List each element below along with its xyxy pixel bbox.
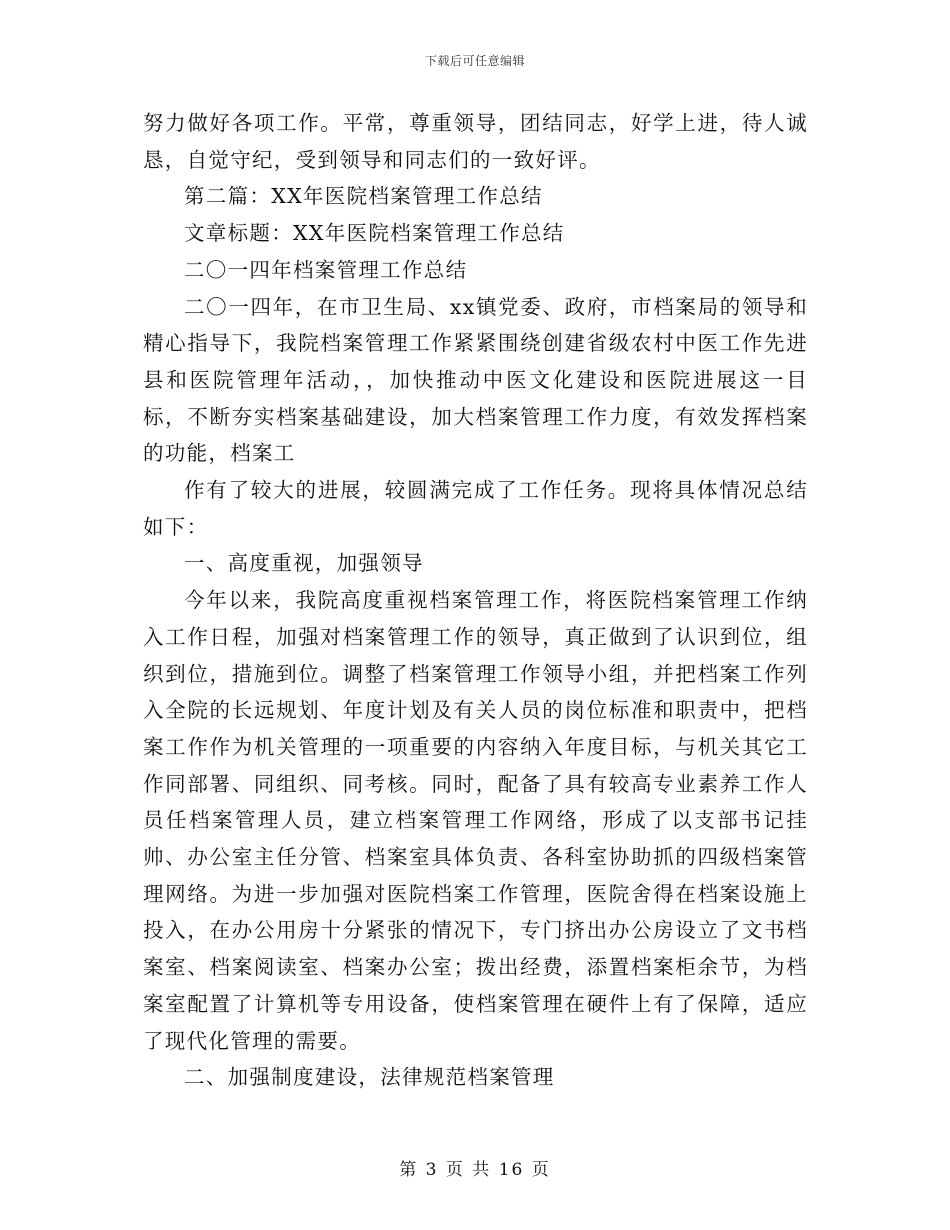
paragraph-intro-cont: 作有了较大的进展，较圆满完成了工作任务。现将具体情况总结如下： <box>143 478 808 539</box>
heading-two: 二、加强制度建设，法律规范档案管理 <box>184 1065 555 1090</box>
page-header: 下载后可任意编辑 <box>424 54 525 68</box>
page-footer: 第 3 页 共 16 页 <box>399 1160 551 1180</box>
paragraph-section-one: 今年以来，我院高度重视档案管理工作，将医院档案管理工作纳入工作日程，加强对档案管理工作的领导，真正做到了认识到位，组织到位，措施到位。调整了档案管理工作领导小组，并把档案工作列入全院的长远规划、年度计划及有关人员的岗位标准和职责中，把档案工作作为机关管理的一项重要的内容纳入年度目标，与机关其它工作同部署、同组织、同考核。同时，配备了具有较高专业素养工作人员任档案管理人员，建立档案管理工作网络，形成了以支部书记挂帅、办公室主任分管、档案室具体负责、各科室协助抓的四级档案管理网络。为进一步加强对医院档案工作管理，医院舍得在档案设施上投入，在办公用房十分紧张的情况下，专门挤出办公房设立了文书档案室、档案阅读室、档案办公室；拨出经费，添置档案柜余节，为档案室配置了计算机等专用设备，使档案管理在硬件上有了保障，适应了现代化管理的需要。 <box>143 588 808 1053</box>
paragraph-intro: 二〇一四年，在市卫生局、xx镇党委、政府，市档案局的领导和精心指导下，我院档案管理工作紧紧围绕创建省级农村中医工作先进县和医院管理年活动，，加快推动中医文化建设和医院进展这一目标，不断夯实档案基础建设，加大档案管理工作力度，有效发挥档案的功能，档案工 <box>143 294 808 466</box>
heading-one: 一、高度重视，加强领导 <box>184 551 424 576</box>
paragraph-1: 努力做好各项工作。平常，尊重领导，团结同志，好学上进，待人诚恳，自觉守纪，受到领导和同志们的一致好评。 <box>143 111 808 172</box>
article-title: 文章标题：XX年医院档案管理工作总结 <box>184 221 565 246</box>
document-body <box>143 105 808 1096</box>
section-title-2: 第二篇：XX年医院档案管理工作总结 <box>184 184 543 209</box>
summary-title: 二〇一四年档案管理工作总结 <box>184 257 468 282</box>
